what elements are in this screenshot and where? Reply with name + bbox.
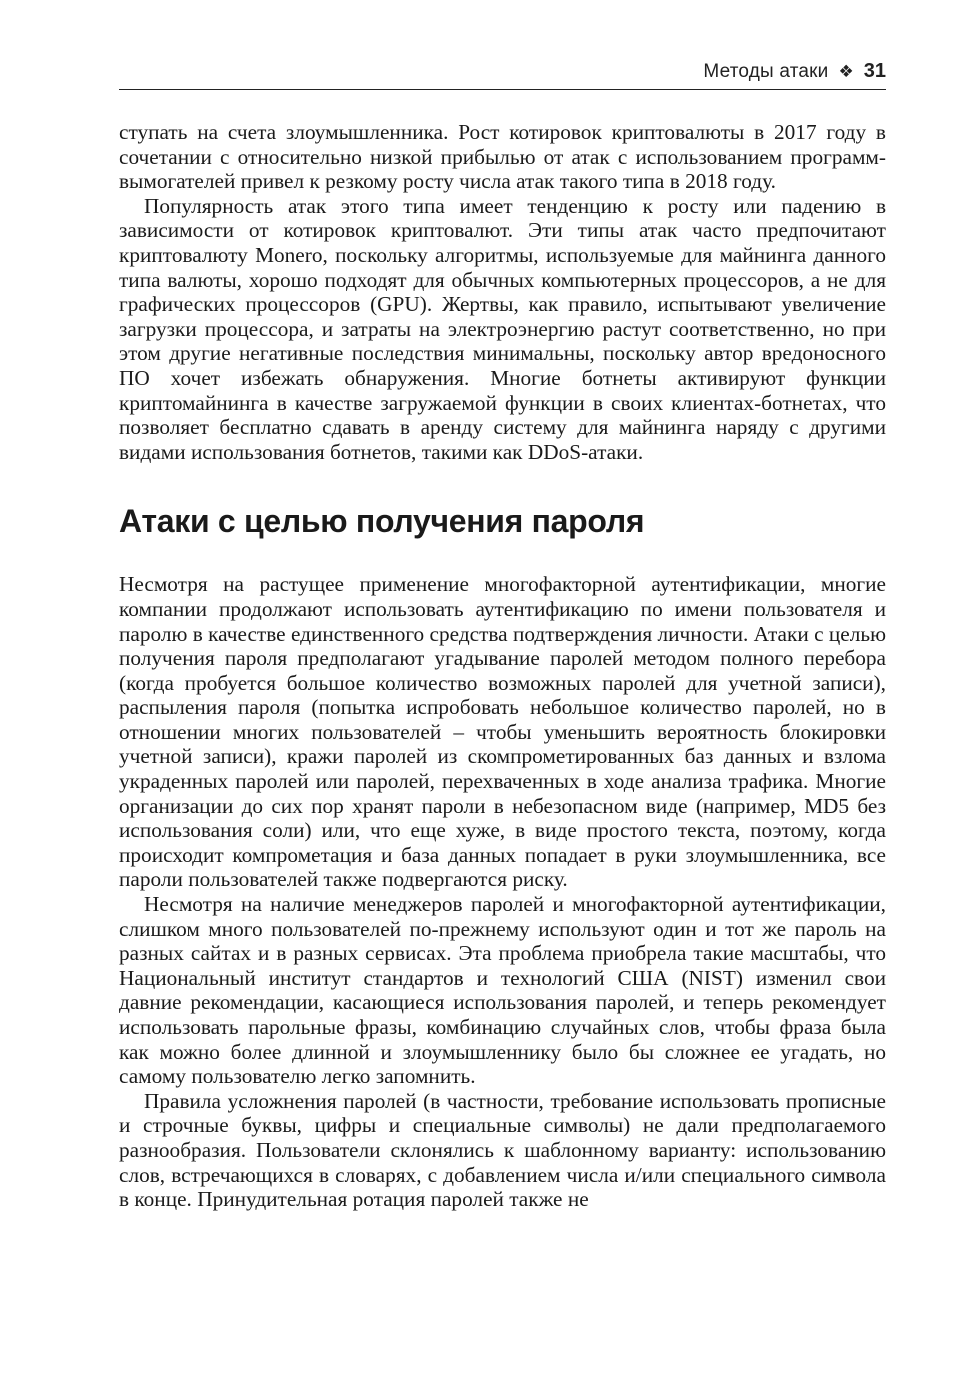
paragraph: Несмотря на наличие менеджеров паролей и многофакторной аутентификации, слишком много пользователей по-прежнему используют один и тот же пароль на разных сайтах и в разных сервисах. Эта проблема приобрела такие масштабы, что Национальный институт стандартов и технологий США (NIST) изменил свои давние рекомендации, касающиеся использования паролей, и теперь рекомендует использовать парольные фразы, комбинацию случайных слов, чтобы фраза была как можно более длинной и злоумышленнику было бы сложнее ее угадать, но самому пользователю легко запомнить. bbox=[119, 892, 886, 1089]
paragraph: Правила усложнения паролей (в частности, требование использовать прописные и строчные буквы, цифры и специальные символы) не дали предполагаемого разнообразия. Пользователи склонялись к шаблонному варианту: использованию слов, встречающихся в словарях, с добавлением числа и/или специального символа в конце. Принудительная ротация паролей также не bbox=[119, 1088, 886, 1212]
paragraph: Популярность атак этого типа имеет тенденцию к росту или падению в зависимости от котировок криптовалют. Эти типы атак часто предпочитают криптовалюту Monero, поскольку алгоритмы, используемые для майнинга данного типа валюты, хорошо подходят для обычных компьютерных процессоров, а не для графических процессоров (GPU). Жертвы, как правило, испытывают увеличение загрузки процессора, и затраты на электроэнергию растут соответственно, но при этом другие негативные последствия минимальны, поскольку автор вредоносного ПО хочет избежать обнаружения. Многие ботнеты активируют функции криптомайнинга в качестве загружаемой функции в своих клиентах-ботнетах, что позволяет бесплатно сдавать в аренду систему для майнинга наряду с другими видами использования ботнетов, такими как DDoS-атаки. bbox=[119, 193, 886, 464]
section-heading: Атаки с целью получения пароля bbox=[119, 503, 645, 540]
diamond-separator-icon: ❖ bbox=[838, 62, 854, 81]
running-header bbox=[119, 60, 886, 90]
page-body bbox=[119, 120, 886, 1212]
book-page bbox=[119, 60, 886, 1212]
running-header-section-title: Методы атаки bbox=[703, 61, 829, 82]
paragraph-continued: ступать на счета злоумышленника. Рост котировок криптовалюты в 2017 году в сочетании с относительно низкой прибылью от атак с использованием программ-вымогателей привел к резкому росту числа атак такого типа в 2018 году. bbox=[119, 120, 886, 194]
paragraph: Несмотря на растущее применение многофакторной аутентификации, многие компании продолжают использовать аутентификацию по имени пользователя и паролю в качестве единственного средства подтверждения личности. Атаки с целью получения пароля предполагают угадывание паролей методом полного перебора (когда пробуется большое количество возможных паролей для учетной записи), распыления пароля (попытка испробовать небольшое количество паролей, но в отношении многих пользователей – чтобы уменьшить вероятность блокировки учетной записи), кражи паролей из скомпрометированных баз данных и взлома украденных паролей или паролей, перехваченных в ходе анализа трафика. Многие организации до сих пор хранят пароли в небезопасном виде (например, MD5 без использования соли) или, что еще хуже, в виде простого текста, поэтому, когда происходит компрометация и база данных попадает в руки злоумышленника, все пароли пользователей также подвергаются риску. bbox=[119, 572, 886, 892]
page-number: 31 bbox=[863, 60, 886, 82]
